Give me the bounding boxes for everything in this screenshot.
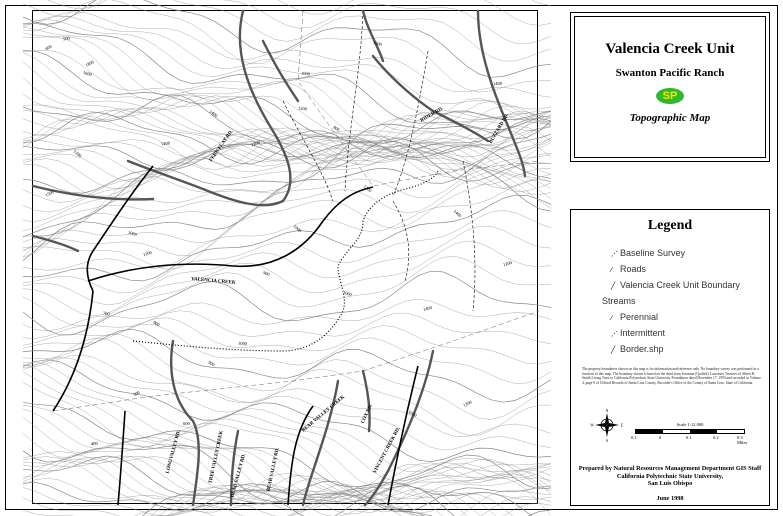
- elevation-label: 1400: [160, 140, 171, 147]
- elevation-label: 1200: [297, 105, 308, 112]
- contour-line: [23, 112, 551, 181]
- elevation-label: 1400: [208, 108, 219, 119]
- map-date: June 1998: [656, 495, 684, 502]
- contour-line: [23, 16, 551, 109]
- elevation-label: 600: [182, 420, 190, 427]
- map-type: Topographic Map: [629, 112, 711, 124]
- valencia-creek-label: VALENCIA CREEK: [190, 277, 236, 286]
- scale-tick: 0.2: [713, 435, 719, 440]
- city: San Luis Obispo: [647, 480, 693, 488]
- fern-flat-road: [128, 11, 290, 205]
- bear-valley-creek-label: BEAR VALLEY CREEK: [301, 394, 347, 434]
- legend-item-baseline-survey[interactable]: ⋰ Baseline Survey: [611, 248, 686, 258]
- vincent-creek-road-label: VINCENT CREEK RD.: [372, 426, 402, 475]
- tree-valley-creek-label: TREE VALLEY CREEK: [208, 430, 225, 485]
- compass-n: N: [605, 408, 609, 413]
- contour-line: [23, 121, 551, 237]
- elevation-label: 1400: [452, 208, 463, 219]
- map-drawing: [33, 11, 539, 505]
- buzzard-road: [478, 11, 525, 176]
- elevation-label: 1000: [300, 70, 311, 77]
- elevation-label: 1000: [342, 289, 353, 298]
- elevation-label: 1000: [237, 340, 248, 347]
- elevation-label: 900: [207, 359, 216, 368]
- legend-item-intermittent[interactable]: ⋰ Intermittent: [611, 328, 666, 338]
- contour-line: [23, 338, 551, 435]
- border-icon: ╱: [611, 347, 616, 354]
- scale-tick: 0.1: [631, 435, 637, 440]
- contour-lines: [23, 0, 551, 516]
- road-icon: ⁄: [611, 267, 613, 274]
- contour-line: [23, 360, 551, 462]
- legend-item-perennial[interactable]: ∕ Perennial: [611, 312, 659, 322]
- disclaimer-text: The property boundaries shown on this map is for information and reference only. No boundary survey was performed as a function of this map. The boundary shown is based on the deed from Swanton (Quilted), Lancaster Trustees of Albert B. Smith Living Trust to California Polytechnic State University Foundation dated December 17, 1993 and recorded in Volume 4, page 9 of Official Records of Santa Cruz County, Recorder's Office of the County of Santa Cruz, State of California.: [582, 367, 761, 385]
- legend-heading-streams: Streams: [602, 296, 636, 306]
- boundary-icon: ╱: [611, 283, 616, 290]
- elevation-label: 1200: [502, 259, 513, 268]
- elevation-label: 1200: [250, 139, 261, 148]
- elevation-label: 1400: [492, 80, 503, 87]
- elevation-label: 1300: [72, 148, 83, 159]
- elevation-label: 700: [102, 310, 111, 317]
- elevation-label: 1600: [372, 39, 383, 48]
- contour-line: [23, 271, 551, 335]
- elevation-label: 400: [90, 440, 98, 447]
- contour-line: [23, 210, 551, 293]
- scale-tick: 0.3 Miles: [737, 435, 748, 445]
- contour-line: [23, 355, 551, 437]
- contour-line: [23, 0, 551, 92]
- sp-logo-icon: [656, 88, 684, 104]
- contour-line: [23, 62, 551, 188]
- compass-w: W: [590, 422, 594, 428]
- contour-line: [23, 334, 551, 419]
- logo-text: SP: [662, 90, 678, 102]
- legend-item-border[interactable]: ╱ Border.shp: [611, 344, 664, 354]
- rider-road-label: RIDER RD.: [419, 106, 445, 124]
- north-arrow-icon: [591, 408, 623, 442]
- scale-bar: [631, 422, 748, 445]
- roads: [33, 11, 525, 505]
- elevation-label: 1000: [407, 409, 418, 418]
- legend-panel: [570, 209, 770, 506]
- baseline-survey-icon: ⋰: [611, 251, 618, 258]
- map-subtitle: Swanton Pacific Ranch: [615, 67, 725, 79]
- elevation-label: 1600: [82, 69, 93, 78]
- bear-valley-road-label: BEAR VALLEY RD.: [266, 447, 281, 493]
- boundary-line: [53, 311, 539, 411]
- scale-title: Scale 1:12 000: [676, 422, 704, 427]
- legend-title: Legend: [647, 218, 693, 233]
- road: [33, 236, 78, 251]
- prepared-by: Prepared by Natural Resources Management Department GIS Staff: [578, 465, 762, 472]
- elevation-label: 1100: [142, 249, 153, 258]
- scale-tick: 0: [659, 435, 662, 440]
- perennial-stream-icon: ∕: [611, 315, 613, 322]
- buzzard-road-label: BUZZARD RD.: [488, 112, 511, 145]
- title-block-inner: [574, 16, 766, 158]
- elevation-label: 900: [262, 269, 271, 278]
- elevation-label: 900: [152, 319, 161, 328]
- cox-road-label: COX RD.: [360, 403, 375, 425]
- compass-e: E: [620, 422, 624, 428]
- elevation-label: 1000: [292, 223, 303, 234]
- elevation-label: 1000: [127, 229, 138, 238]
- title-block: [570, 12, 770, 162]
- elevation-label: 1200: [362, 183, 373, 194]
- compass-s: S: [605, 438, 609, 443]
- institution: California Polytechnic State University,: [616, 472, 724, 480]
- contour-line: [23, 405, 551, 516]
- contour-line: [23, 0, 551, 77]
- contour-line: [23, 153, 551, 269]
- elevation-label: 500: [62, 35, 71, 42]
- contour-line: [23, 37, 551, 158]
- dead-valley-road-label: DEAD VALLEY RD.: [230, 453, 248, 499]
- topographic-map[interactable]: [32, 10, 538, 504]
- map-title: Valencia Creek Unit: [605, 41, 735, 57]
- elevation-label: 1800: [84, 59, 95, 68]
- fern-flat-road-label: FERN FLAT RD.: [208, 129, 235, 163]
- contour-line: [23, 324, 551, 383]
- contour-line: [23, 433, 551, 516]
- road: [263, 41, 298, 101]
- contour-line: [23, 241, 551, 316]
- elevation-label: 500: [132, 389, 141, 398]
- elevation-label: 1200: [462, 399, 473, 408]
- elevation-label: 1400: [422, 304, 433, 313]
- intermittent-stream: [345, 11, 363, 191]
- scale-labels: [631, 434, 748, 445]
- scale-tick: 0.1: [686, 435, 692, 440]
- longvalley-road-label: LONGVALLEY RD.: [165, 429, 182, 475]
- contour-line: [23, 0, 551, 26]
- legend-item-unit-boundary[interactable]: ╱ Valencia Creek Unit Boundary: [611, 280, 740, 290]
- road: [363, 11, 383, 61]
- unit-boundary: [53, 11, 539, 411]
- elevation-label: 1500: [44, 189, 55, 198]
- elevation-label: 600: [44, 43, 53, 52]
- intermittent-stream: [393, 51, 428, 196]
- legend-item-roads[interactable]: ⁄ Roads: [611, 264, 647, 274]
- elevation-label: 800: [332, 124, 341, 133]
- credits: [571, 465, 769, 488]
- intermittent-stream-icon: ⋰: [611, 331, 618, 338]
- contour-line: [23, 318, 551, 364]
